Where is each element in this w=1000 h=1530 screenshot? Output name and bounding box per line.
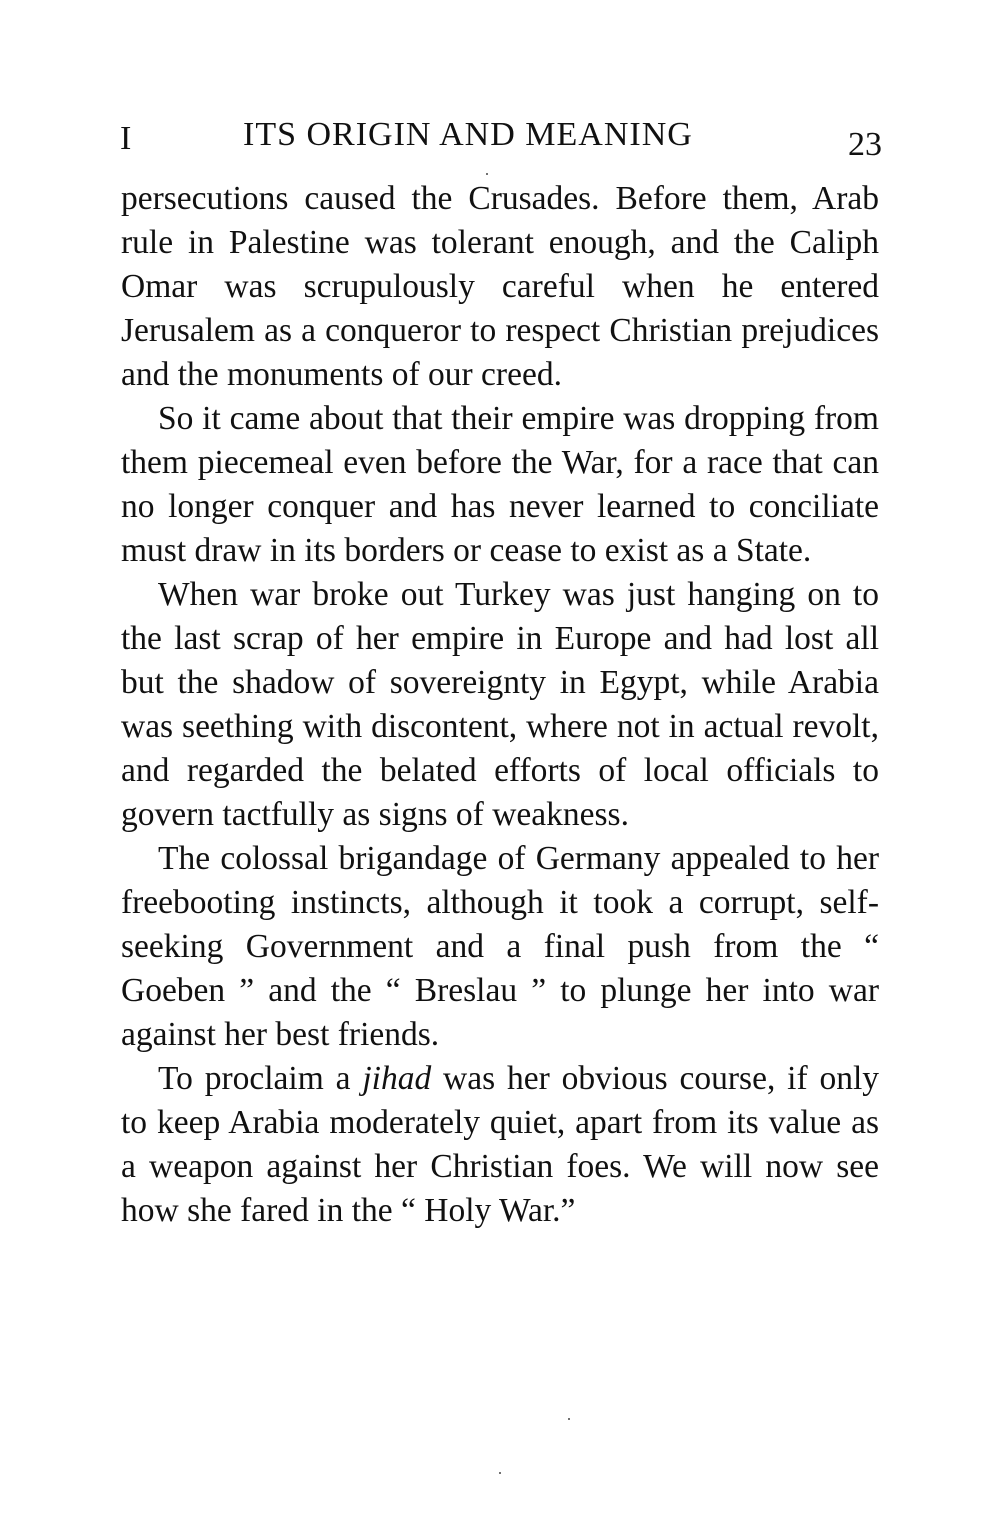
paragraph-3: When war broke out Turkey was just hanging on to the last scrap of her empire in Europe and had lost all but the shadow of sovereignty in Egypt, while Arabia was seething with discontent, where not in actual revolt, and regarded the belated efforts of local officials to govern tactfully as signs of weakness. — [121, 576, 879, 833]
paragraph-1: persecutions caused the Crusades. Before them, Arab rule in Palestine was tolerant enough, and the Caliph Omar was scrupulously careful when he entered Jerusalem as a conqueror to respect Christian prejudices and the monuments of our creed. — [121, 180, 879, 393]
running-title: ITS ORIGIN AND MEANING — [243, 116, 693, 153]
print-speck — [499, 1472, 501, 1474]
paragraph-5 — [121, 1057, 879, 1233]
running-head — [120, 110, 882, 163]
paragraph-5-end: was her obvious course, if only to keep Arabia moderately quiet, apart from its value as a weapon against her Christian foes. We will now see how she fared in the “ Holy War.” — [121, 1060, 880, 1229]
page-number: 23 — [848, 126, 882, 163]
italic-term-jihad: jihad — [362, 1060, 432, 1097]
paragraph-2: So it came about that their empire was dropping from them piecemeal even before the War, for a race that can no longer conquer and has never learned to conciliate must draw in its borders or cease to exist as a State. — [121, 400, 879, 569]
chapter-numeral: I — [120, 120, 132, 157]
print-speck — [568, 1418, 570, 1420]
print-speck — [486, 173, 488, 175]
body-text — [121, 177, 879, 1233]
paragraph-4: The colossal brigandage of Germany appealed to her freebooting instincts, although it took a corrupt, self-seeking Government and a final push from the “ Goeben ” and the “ Breslau ” to plunge her into war against her best friends. — [121, 840, 879, 1053]
paragraph-5-start: To proclaim a — [158, 1060, 363, 1097]
